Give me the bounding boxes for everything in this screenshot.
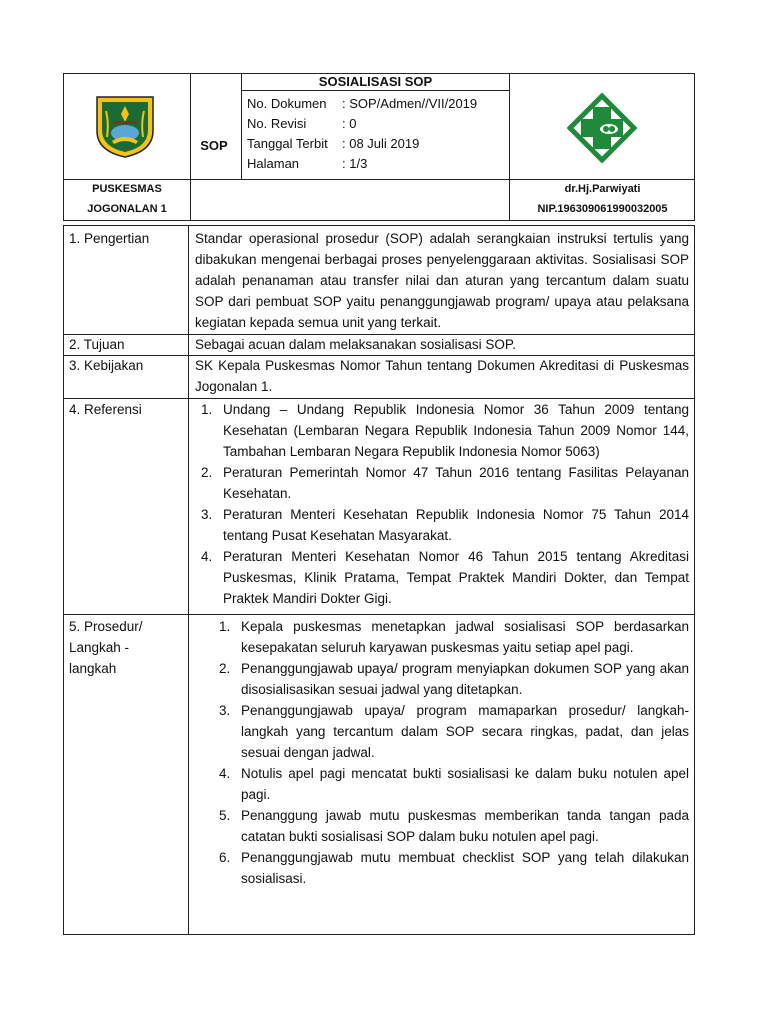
section-label-tujuan: 2. Tujuan (69, 337, 125, 352)
meta-value: : 1/3 (342, 156, 368, 171)
list-number: 6. (219, 850, 231, 865)
sop-label: SOP (200, 138, 228, 153)
list-number: 2. (201, 465, 213, 480)
list-text: Peraturan Pemerintah Nomor 47 Tahun 2016 tentang Fasilitas Pelayanan Kesehatan. (223, 465, 689, 501)
list-number: 3. (201, 507, 213, 522)
list-text: Penanggungjawab upaya/ program menyiapkan dokumen SOP yang akan disosialisasikan sesuai jadwal yang ditetapkan. (241, 661, 689, 697)
meta-row-issue-date (247, 134, 419, 154)
organization-line: PUSKESMAS (92, 183, 162, 195)
regency-emblem-icon (92, 93, 158, 159)
list-text: Penanggung jawab mutu puskesmas memberikan tanda tangan pada catatan bukti sosialisasi SOP dalam buku notulen apel pagi. (241, 808, 689, 844)
label-line: 5. Prosedur/ (69, 619, 143, 634)
list-text: Penanggungjawab mutu membuat checklist SOP yang telah dilakukan sosialisasi. (241, 850, 689, 886)
list-text: Peraturan Menteri Kesehatan Nomor 46 Tahun 2015 tentang Akreditasi Puskesmas, Klinik Pratama, Tempat Praktek Mandiri Dokter, dan Tempat Praktek Mandiri Dokter Gigi. (223, 549, 689, 606)
meta-value: : 08 Juli 2019 (342, 136, 420, 151)
list-item (219, 847, 689, 889)
list-text: Notulis apel pagi mencatat bukti sosialisasi ke dalam buku notulen apel pagi. (241, 766, 689, 802)
organization-name (64, 179, 190, 219)
list-item (201, 504, 689, 546)
sop-header-table (63, 73, 695, 221)
list-item (201, 462, 689, 504)
section-label-kebijakan: 3. Kebijakan (69, 358, 144, 373)
list-text: Kepala puskesmas menetapkan jadwal sosialisasi SOP berdasarkan kesepakatan seluruh karyawan puskesmas yaitu setiap apel pagi. (241, 619, 689, 655)
list-number: 2. (219, 661, 231, 676)
row-divider (64, 614, 694, 615)
list-number: 1. (219, 619, 231, 634)
meta-row-document-number (247, 94, 477, 114)
header-divider (509, 74, 510, 179)
list-number: 4. (201, 549, 213, 564)
head-name: dr.Hj.Parwiyati (564, 183, 641, 195)
list-text: Undang – Undang Republik Indonesia Nomor 36 Tahun 2009 tentang Kesehatan (Lembaran Negara Republik Indonesia Tahun 2009 Nomor 144, Tambahan Lembaran Negara Republik Indonesia Nomor 5063) (223, 402, 689, 459)
list-item (219, 616, 689, 658)
list-text: Peraturan Menteri Kesehatan Republik Indonesia Nomor 75 Tahun 2014 tentang Pusat Kesehatan Masyarakat. (223, 507, 689, 543)
puskesmas-logo-icon (567, 93, 637, 163)
meta-key: Halaman (247, 156, 300, 171)
header-divider (241, 90, 509, 91)
meta-value: : SOP/Admen//VII/2019 (342, 96, 478, 111)
list-number: 5. (219, 808, 231, 823)
list-item (201, 399, 689, 462)
head-signature-block (509, 179, 696, 219)
section-text-tujuan: Sebagai acuan dalam melaksanakan sosialisasi SOP. (195, 337, 516, 352)
list-item (219, 700, 689, 763)
column-divider (188, 226, 189, 934)
meta-value: : 0 (342, 116, 357, 131)
meta-row-page (247, 154, 367, 174)
label-line: Langkah - (69, 640, 130, 655)
section-text-kebijakan: SK Kepala Puskesmas Nomor Tahun tentang Dokumen Akreditasi di Puskesmas Jogonalan 1. (195, 358, 689, 394)
list-item (219, 763, 689, 805)
label-line: langkah (69, 661, 117, 676)
meta-key: No. Dokumen (247, 96, 327, 111)
referensi-list (201, 399, 689, 609)
meta-key: No. Revisi (247, 116, 307, 131)
meta-key: Tanggal Terbit (247, 136, 328, 151)
section-label-referensi: 4. Referensi (69, 402, 142, 417)
head-nip: NIP.196309061990032005 (537, 203, 668, 215)
header-divider (190, 179, 191, 221)
list-number: 3. (219, 703, 231, 718)
header-divider (190, 74, 191, 179)
list-text: Penanggungjawab upaya/ program mamaparkan prosedur/ langkah-langkah yang tercantum dalam SOP secara ringkas, padat, dan jelas sesuai dengan jadwal. (241, 703, 689, 760)
list-number: 1. (201, 402, 213, 417)
list-number: 4. (219, 766, 231, 781)
list-item (219, 805, 689, 847)
document-title: SOSIALISASI SOP (318, 74, 433, 89)
prosedur-list (219, 616, 689, 889)
section-label-pengertian: 1. Pengertian (69, 231, 150, 246)
sop-content-table (63, 225, 695, 935)
organization-line: JOGONALAN 1 (87, 203, 167, 215)
meta-row-revision (247, 114, 356, 134)
list-item (201, 546, 689, 609)
list-item (219, 658, 689, 700)
section-text-pengertian: Standar operasional prosedur (SOP) adalah serangkaian instruksi tertulis yang dibakukan mengenai berbagai proses penyelenggaraan aktivitas. Sosialisasi SOP adalah penanaman atau transfer nilai dan aturan yang tercantum dalam suatu SOP dari pembuat SOP yaitu penanggungjawab program/ upaya atau pelaksana kegiatan kepada semua unit yang terkait. (195, 231, 689, 330)
section-label-prosedur (69, 616, 143, 679)
